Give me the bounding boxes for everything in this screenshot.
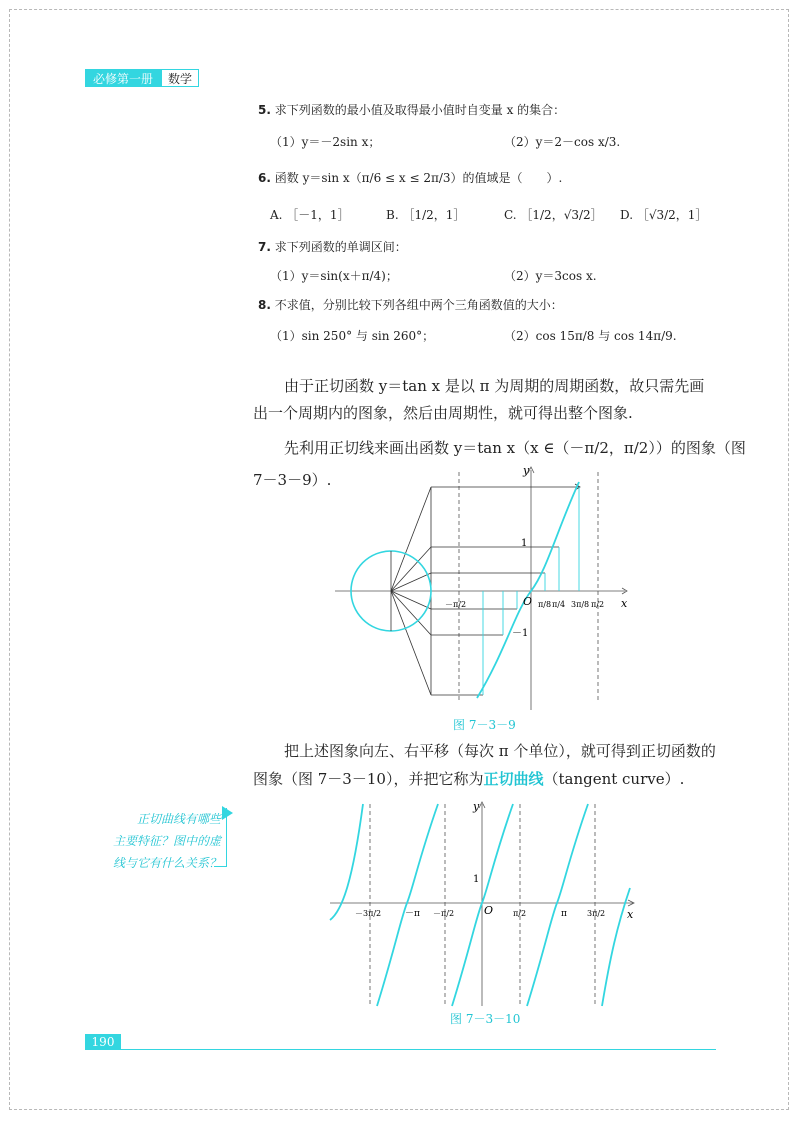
page-number: 190 (85, 1034, 121, 1050)
exercise-text: 函数 y＝sin x（π/6 ≤ x ≤ 2π/3）的值域是（ ）. (274, 171, 563, 185)
fig2-tick-3pi-2: 3π/2 (587, 909, 606, 918)
exercise-8-item-2: （2）cos 15π/8 与 cos 14π/9. (504, 329, 677, 343)
fig1-tick-pi-2: π/2 (591, 600, 605, 609)
option-a: A. ［－1，1］ (270, 208, 350, 222)
fig2-y-label: y (473, 800, 480, 813)
exercise-7 (258, 241, 407, 253)
para1-line2: 出一个周期内的图象，然后由周期性，就可得出整个图象. (253, 404, 633, 422)
fig1-tick-neg-pi-2: －π/2 (445, 600, 467, 609)
para3-text: 图象（图 7－3－10），并把它称为 (253, 770, 484, 788)
fig2-tick-neg-pi-2: －π/2 (433, 909, 455, 918)
side-note-line: 线与它有什么关系？ (112, 856, 221, 870)
exercise-7-item-2: （2）y＝3cos x. (504, 269, 597, 283)
fig1-origin: O (523, 595, 533, 608)
fig2-tick-neg-pi: －π (405, 909, 420, 919)
figure-7-3-10 (325, 798, 645, 1008)
fig2-caption: 图 7－3－10 (450, 1012, 521, 1026)
exercise-num: 8. (258, 298, 271, 312)
para2-line2: 7－3－9）. (253, 471, 332, 489)
para3-english: （tangent curve）. (543, 770, 685, 788)
exercise-num: 5. (258, 103, 271, 117)
para1-line1: 由于正切函数 y＝tan x 是以 π 为周期的周期函数，故只需先画 (284, 377, 705, 395)
side-note-arrow-icon (222, 806, 233, 820)
fig2-tick-neg-3pi-2: －3π/2 (355, 909, 382, 918)
fig1-tick-3pi-8: 3π/8 (571, 600, 590, 609)
term-tangent-curve: 正切曲线 (483, 770, 544, 788)
tangent-branch-2 (452, 804, 513, 1006)
fig1-tick-one: 1 (521, 538, 528, 549)
fig2-origin: O (484, 904, 494, 917)
side-note-line: 正切曲线有哪些 (136, 812, 221, 826)
fig2-tick-one: 1 (473, 874, 480, 885)
exercise-8-item-1: （1）sin 250° 与 sin 260°； (270, 329, 435, 343)
side-note (95, 808, 221, 874)
exercise-text: 求下列函数的最小值及取得最小值时自变量 x 的集合： (274, 103, 566, 117)
tangent-branch-0 (330, 804, 363, 920)
tangent-branch-3 (527, 804, 588, 1006)
para3-line2 (253, 772, 684, 787)
exercise-num: 6. (258, 171, 271, 185)
exercise-6 (258, 172, 562, 184)
exercise-5-item-2: （2）y＝2－cos x/3. (504, 135, 621, 149)
fig1-tick-pi-4: π/4 (552, 600, 566, 609)
fig2-tick-pi: π (561, 909, 567, 919)
fig1-x-label: x (621, 597, 628, 610)
fig1-caption: 图 7－3－9 (453, 718, 516, 732)
fig1-tick-neg-one: －1 (512, 628, 529, 639)
tangent-branch-1 (377, 804, 438, 1006)
fig1-y-label: y (523, 464, 530, 477)
side-note-line: 主要特征？图中的虚 (112, 834, 221, 848)
para3-line1: 把上述图象向左、右平移（每次 π 个单位），就可得到正切函数的 (284, 742, 716, 760)
fig2-x-label: x (627, 908, 634, 921)
footer-rule (121, 1049, 716, 1050)
exercise-text: 不求值，分别比较下列各组中两个三角函数值的大小： (274, 298, 563, 312)
figure-7-3-9 (335, 462, 635, 712)
fig1-tick-pi-8: π/8 (538, 600, 552, 609)
exercise-8 (258, 299, 563, 311)
running-header (85, 69, 199, 87)
option-d: D. ［√3/2，1］ (620, 208, 708, 222)
option-c: C. ［1/2，√3/2］ (504, 208, 603, 222)
header-subject-label: 数学 (161, 69, 199, 87)
option-b: B. ［1/2，1］ (386, 208, 466, 222)
para2-line1: 先利用正切线来画出函数 y＝tan x（x ∈（－π/2，π/2））的图象（图 (284, 439, 746, 457)
header-book-label: 必修第一册 (85, 69, 161, 87)
tangent-curve (477, 482, 579, 698)
exercise-text: 求下列函数的单调区间： (274, 240, 407, 254)
exercise-num: 7. (258, 240, 271, 254)
exercise-5-item-1: （1）y＝－2sin x； (270, 135, 381, 149)
fig2-tick-pi-2: π/2 (513, 909, 527, 918)
exercise-5 (258, 104, 565, 116)
tangent-branch-4 (602, 888, 630, 1006)
exercise-7-item-1: （1）y＝sin(x＋π/4)； (270, 269, 398, 283)
